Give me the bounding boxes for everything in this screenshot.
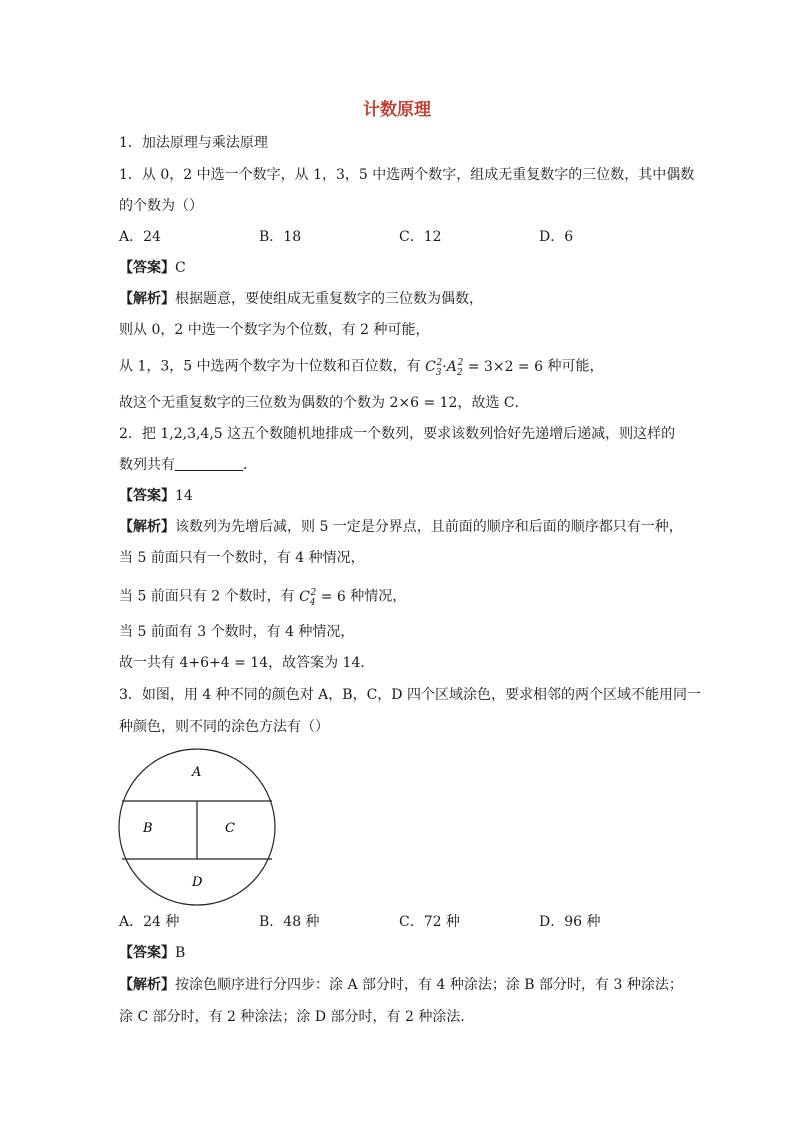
q3-analysis-line1: 【解析】按涂色顺序进行分四步：涂 A 部分时，有 4 种涂法；涂 B 部分时，有 3 种涂法；	[119, 977, 683, 993]
q2-analysis-line3: 当 5 前面只有 2 个数时，有 $C_4^2 = 6$ 种情况，	[119, 588, 407, 608]
q2-stem-line1: 2．把 1,2,3,4,5 这五个数随机地排成一个数列，要求该数列恰好先递增后递减，则这样的	[119, 426, 676, 442]
q1-stem-line1: 1．从 0，2 中选一个数字，从 1，3，5 中选两个数字，组成无重复数字的三位数，其中偶数	[119, 167, 695, 183]
q3-option-c: C．72 种	[399, 914, 460, 930]
page-title: 计数原理	[363, 100, 431, 120]
q2-analysis-line4: 当 5 前面有 3 个数时，有 4 种情况，	[119, 624, 355, 640]
q1-formula-combination: $C_3^2\cdot A_2^2 = 3\times 2 = 6$	[425, 358, 544, 378]
q1-analysis-line3: 从 1，3，5 中选两个数字为十位数和百位数，有 $C_3^2\cdot A_2^2 = 3\times 2 = 6$ 种可能，	[119, 358, 604, 378]
q1-option-b: B．18	[259, 229, 302, 245]
q1-formula-product: 2×6 = 12	[389, 395, 458, 411]
answer-tag: 【答案】	[119, 260, 175, 276]
q2-formula-sum: 4+6+4 = 14	[179, 655, 269, 671]
q2-answer-value: 14	[175, 488, 193, 504]
q1-option-c: C．12	[399, 229, 442, 245]
q3-option-d: D．96 种	[539, 914, 601, 930]
q1-option-d: D．6	[539, 229, 574, 245]
q1-option-a: A．24	[119, 229, 161, 245]
q1-analysis-line2: 则从 0，2 中选一个数字为个位数，有 2 种可能，	[119, 322, 430, 338]
q2-answer: 【答案】14	[119, 488, 193, 504]
q3-analysis-line2: 涂 C 部分时，有 2 种涂法；涂 D 部分时，有 2 种涂法．	[119, 1009, 475, 1025]
q1-analysis-line4: 故这个无重复数字的三位数为偶数的个数为 2×6 = 12，故选 C．	[119, 395, 529, 411]
q2-analysis-line2: 当 5 前面只有一个数时，有 4 种情况，	[119, 550, 365, 566]
q3-option-a: A．24 种	[119, 914, 180, 930]
section-heading: 1．加法原理与乘法原理	[119, 135, 268, 151]
analysis-tag: 【解析】	[119, 291, 175, 307]
q2-analysis-line1: 【解析】该数列为先增后减，则 5 一定是分界点，且前面的顺序和后面的顺序都只有一种，	[119, 519, 683, 535]
q3-stem-line1: 3．如图，用 4 种不同的颜色对 A，B，C，D 四个区域涂色，要求相邻的两个区域不能用同一	[119, 687, 701, 703]
q3-region-figure	[115, 745, 280, 910]
q2-answer-blank	[175, 456, 243, 471]
q1-analysis-line1: 【解析】根据题意，要使组成无重复数字的三位数为偶数，	[119, 291, 483, 307]
q3-answer: 【答案】B	[119, 945, 186, 961]
region-label-c: C	[225, 821, 235, 836]
q1-answer	[119, 258, 186, 278]
q2-stem-line2: 数列共有 ．	[119, 457, 257, 473]
region-label-d: D	[192, 875, 203, 890]
q3-stem-line2: 种颜色，则不同的涂色方法有（）	[119, 719, 329, 735]
q3-option-b: B．48 种	[259, 914, 320, 930]
region-label-a: A	[192, 765, 202, 780]
region-label-b: B	[143, 821, 153, 836]
q1-answer-value: C	[175, 260, 186, 276]
q1-stem-line2: 的个数为（）	[119, 198, 203, 214]
q3-answer-value: B	[175, 945, 186, 961]
q2-formula-combination: $C_4^2 = 6$	[299, 588, 346, 608]
q2-analysis-line5: 故一共有 4+6+4 = 14，故答案为 14．	[119, 655, 375, 671]
